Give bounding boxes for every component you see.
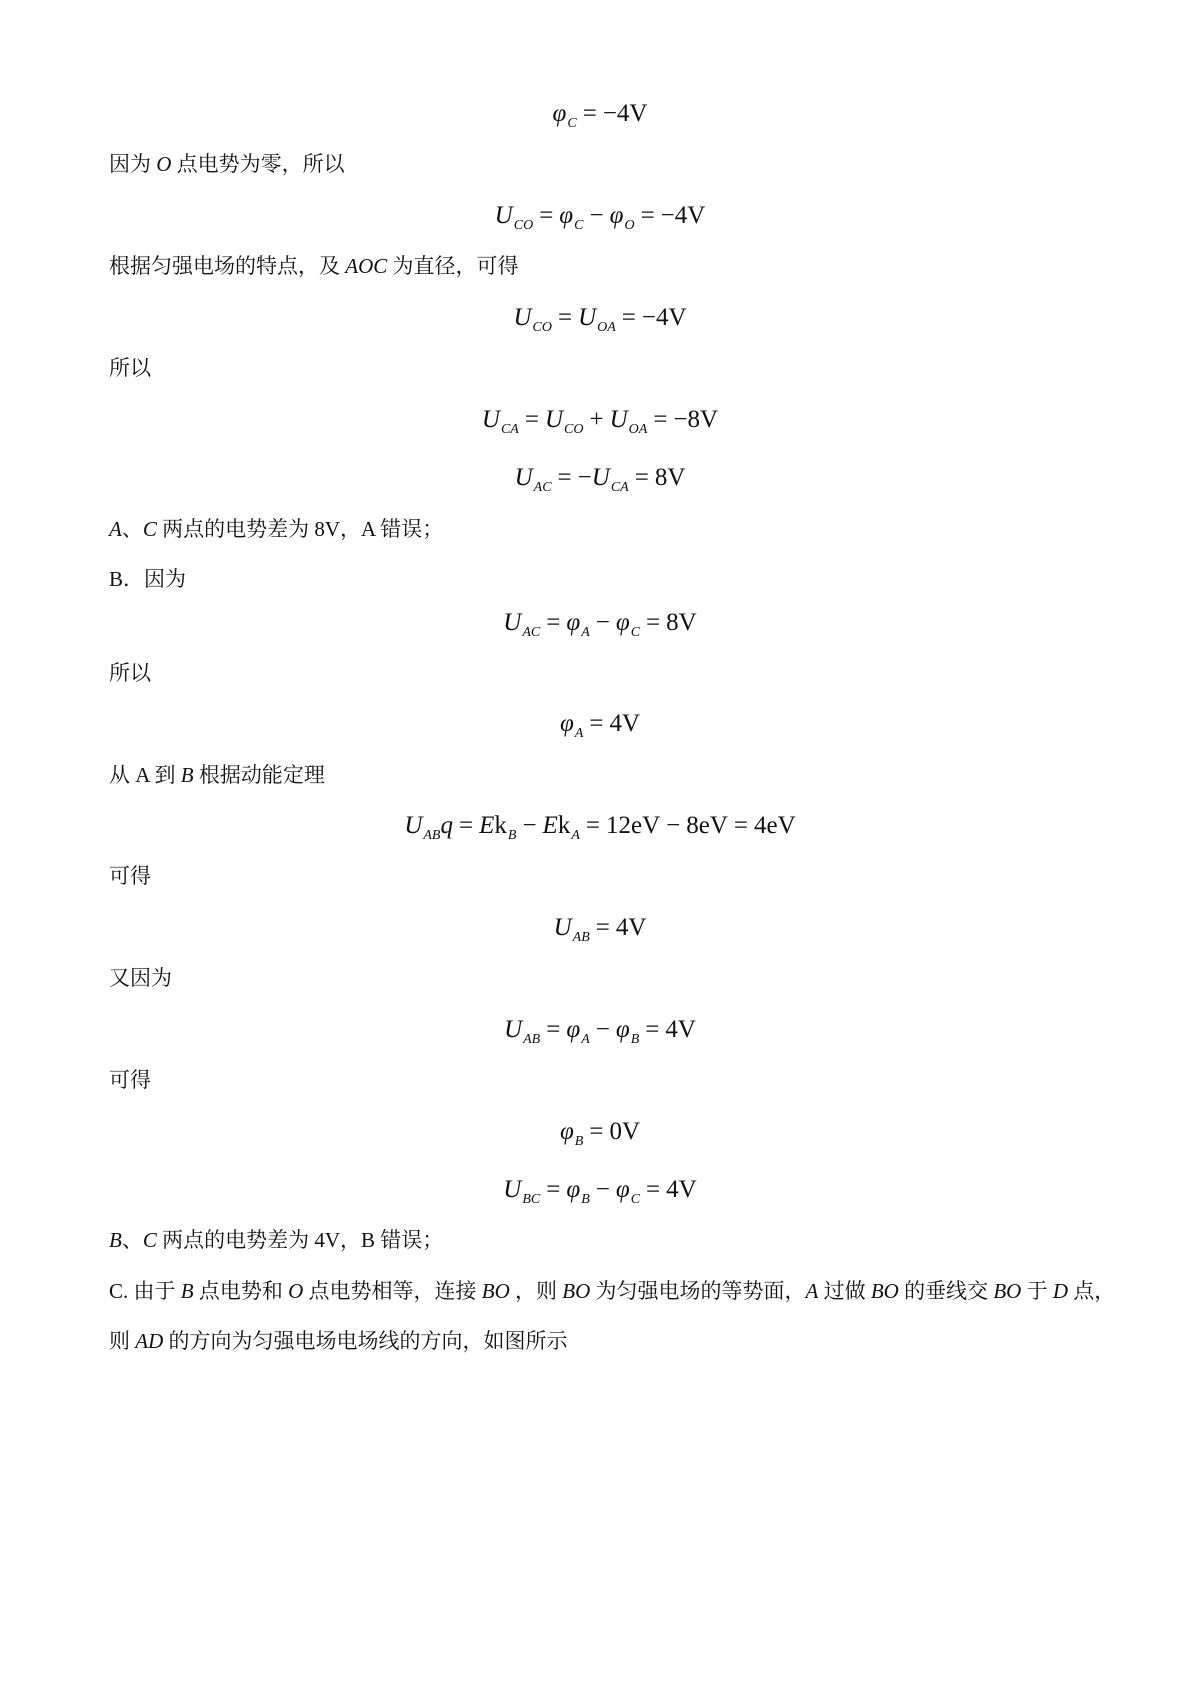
math-variable: U <box>514 464 533 491</box>
math-variable: C <box>142 1228 157 1252</box>
math-operator: = <box>458 812 474 839</box>
equation-line <box>0 461 1200 505</box>
math-value: k <box>557 812 571 839</box>
text-line <box>109 353 151 383</box>
math-subscript: CO <box>532 320 552 335</box>
text-run: 可得 <box>109 864 151 888</box>
math-value: 8V <box>666 609 697 636</box>
math-operator: = <box>653 406 668 433</box>
math-operator: = <box>621 304 636 331</box>
math-operator: − <box>589 202 604 229</box>
math-subscript: BC <box>522 1192 541 1207</box>
text-run: 两点的电势差为 4V，B 错误； <box>156 1228 444 1252</box>
math-value: 4V <box>666 1176 697 1203</box>
math-variable: B <box>109 1228 122 1252</box>
math-variable: AOC <box>345 254 388 278</box>
text-run: 则 <box>109 1329 136 1353</box>
text-line <box>109 1225 443 1255</box>
math-operator: = <box>640 202 655 229</box>
math-variable: U <box>513 304 532 331</box>
math-operator: = <box>546 609 561 636</box>
equation-line <box>0 97 1200 141</box>
text-run: 根据匀强电场的特点，及 <box>109 254 346 278</box>
math-subscript: OA <box>597 320 616 335</box>
math-value: 4V <box>615 914 647 941</box>
math-operator: + <box>589 406 604 433</box>
text-run: 从 A 到 <box>109 763 181 787</box>
math-variable: U <box>404 812 423 839</box>
math-value: − <box>577 464 592 491</box>
text-run: 可得 <box>109 1068 151 1092</box>
math-operator: = <box>582 100 597 127</box>
text-line <box>109 564 186 594</box>
equation-line <box>0 301 1200 345</box>
math-operator: = <box>557 464 572 491</box>
text-run: 为匀强电场的等势面， <box>590 1279 806 1303</box>
math-value: 0V <box>609 1118 641 1145</box>
math-operator: = <box>557 304 573 331</box>
math-operator: = <box>585 812 600 839</box>
text-run: 为直径，可得 <box>387 254 519 278</box>
text-line <box>109 963 172 993</box>
math-variable: A <box>805 1279 819 1303</box>
text-run: 过做 <box>818 1279 871 1303</box>
equation-line <box>0 1115 1200 1159</box>
math-operator: − <box>522 812 537 839</box>
math-variable: q <box>440 812 453 839</box>
math-subscript: B <box>581 1192 590 1207</box>
math-value: −4V <box>660 202 706 229</box>
math-variable: U <box>578 304 597 331</box>
text-run: 的垂线交 <box>898 1279 994 1303</box>
math-variable: φ <box>615 609 630 636</box>
math-subscript: AB <box>572 930 590 945</box>
text-run: B．因为 <box>109 567 187 591</box>
math-value: −4V <box>641 304 687 331</box>
math-variable: φ <box>552 100 567 127</box>
text-run: 所以 <box>109 356 151 380</box>
math-operator: = <box>595 914 610 941</box>
math-operator: = <box>646 1176 661 1203</box>
math-subscript: AB <box>523 1032 541 1047</box>
math-variable: U <box>481 406 500 433</box>
math-subscript: O <box>624 218 635 233</box>
math-variable: B <box>180 763 194 787</box>
math-subscript: B <box>630 1032 640 1047</box>
math-value: 8V <box>654 464 686 491</box>
text-line <box>109 1065 151 1095</box>
text-run: 根据动能定理 <box>193 763 325 787</box>
math-subscript: C <box>574 218 584 233</box>
text-run: 点电势为零，所以 <box>171 152 345 176</box>
equation-line <box>0 199 1200 243</box>
math-variable: A <box>109 517 122 541</box>
math-operator: = <box>589 1118 604 1145</box>
math-variable: BO <box>481 1279 510 1303</box>
math-subscript: A <box>574 726 584 741</box>
math-variable: φ <box>609 202 624 229</box>
math-subscript: CO <box>513 218 534 233</box>
math-operator: = <box>634 464 649 491</box>
equation-line <box>0 707 1200 751</box>
text-run: 又因为 <box>109 966 172 990</box>
math-operator: = <box>646 609 661 636</box>
text-run: 于 <box>1021 1279 1053 1303</box>
math-operator: = <box>645 1016 660 1043</box>
equation-line <box>0 1013 1200 1057</box>
math-variable: φ <box>566 1016 581 1043</box>
math-variable: AD <box>135 1329 164 1353</box>
math-variable: φ <box>615 1176 630 1203</box>
math-subscript: OA <box>628 422 648 437</box>
math-operator: = <box>589 710 604 737</box>
math-value: −8V <box>673 406 719 433</box>
text-line <box>109 1326 568 1356</box>
math-variable: U <box>503 609 522 636</box>
text-run: 因为 <box>109 152 157 176</box>
math-variable: C <box>142 517 157 541</box>
equation-line <box>0 403 1200 447</box>
math-operator: − <box>666 812 681 839</box>
math-operator: − <box>595 609 610 636</box>
math-operator: = <box>733 812 749 839</box>
math-subscript: B <box>574 1134 584 1149</box>
math-variable: φ <box>566 609 581 636</box>
math-variable: U <box>553 914 572 941</box>
math-subscript: CO <box>564 422 584 437</box>
text-run: 点电势和 <box>193 1279 289 1303</box>
math-variable: D <box>1052 1279 1069 1303</box>
math-variable: φ <box>559 202 574 229</box>
equation-line <box>0 1173 1200 1217</box>
text-run: 、 <box>121 517 143 541</box>
math-subscript: AB <box>423 828 441 843</box>
math-variable: BO <box>562 1279 591 1303</box>
math-variable: φ <box>566 1176 581 1203</box>
text-run: 点， <box>1068 1279 1116 1303</box>
equation-line <box>0 911 1200 955</box>
math-variable: BO <box>993 1279 1022 1303</box>
text-run: ，则 <box>509 1279 563 1303</box>
math-subscript: CA <box>610 480 629 495</box>
math-variable: E <box>479 812 495 839</box>
math-value: 4V <box>609 710 641 737</box>
math-variable: U <box>494 202 513 229</box>
math-variable: E <box>542 812 558 839</box>
equation-line <box>0 606 1200 650</box>
math-subscript: AC <box>533 480 552 495</box>
math-operator: = <box>546 1176 561 1203</box>
math-subscript: C <box>630 625 641 640</box>
text-run: 所以 <box>109 661 151 685</box>
text-line <box>109 658 151 688</box>
text-run: 的方向为匀强电场电场线的方向，如图所示 <box>163 1329 568 1353</box>
text-line <box>109 861 151 891</box>
math-variable: U <box>609 406 628 433</box>
math-value: 4eV <box>754 812 796 839</box>
math-variable: φ <box>559 710 574 737</box>
math-subscript: B <box>507 828 517 843</box>
text-line <box>109 514 443 544</box>
text-line <box>109 760 325 790</box>
math-subscript: CA <box>500 422 519 437</box>
math-variable: O <box>156 152 172 176</box>
math-variable: φ <box>615 1016 630 1043</box>
math-subscript: C <box>630 1192 641 1207</box>
math-subscript: A <box>571 828 580 843</box>
math-variable: U <box>504 1016 523 1043</box>
math-value: 8eV <box>686 812 728 839</box>
math-variable: B <box>180 1279 194 1303</box>
math-variable: BO <box>870 1279 899 1303</box>
text-run: 两点的电势差为 8V，A 错误； <box>156 517 444 541</box>
text-run: 点电势相等，连接 <box>303 1279 482 1303</box>
text-line <box>109 251 519 281</box>
math-variable: O <box>288 1279 304 1303</box>
math-operator: = <box>546 1016 561 1043</box>
math-value: 4V <box>665 1016 696 1043</box>
text-line <box>109 1276 1115 1306</box>
math-subscript: C <box>567 116 577 131</box>
math-operator: − <box>595 1016 610 1043</box>
math-value: 12eV <box>606 812 661 839</box>
math-subscript: A <box>581 1032 590 1047</box>
math-operator: = <box>539 202 554 229</box>
math-operator: − <box>595 1176 610 1203</box>
math-subscript: AC <box>522 625 541 640</box>
math-operator: = <box>524 406 539 433</box>
math-variable: U <box>544 406 564 433</box>
math-variable: φ <box>559 1118 574 1145</box>
math-variable: U <box>503 1176 522 1203</box>
equation-line <box>0 809 1200 853</box>
text-line <box>109 149 345 179</box>
math-variable: U <box>591 464 610 491</box>
math-value: −4V <box>602 100 648 127</box>
text-run: 、 <box>121 1228 143 1252</box>
text-run: C. 由于 <box>109 1279 181 1303</box>
math-subscript: A <box>581 625 590 640</box>
math-value: k <box>494 812 507 839</box>
